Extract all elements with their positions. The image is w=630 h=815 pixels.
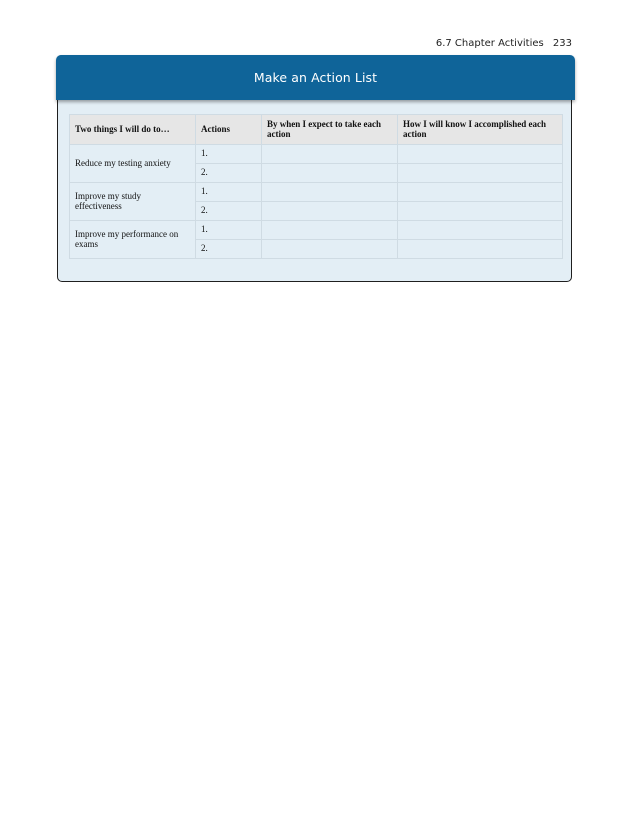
how-know-cell[interactable] xyxy=(398,164,563,183)
table-header-row xyxy=(70,115,563,145)
box-header xyxy=(56,55,575,100)
by-when-cell[interactable] xyxy=(262,145,398,164)
column-header-goal: Two things I will do to… xyxy=(70,115,196,145)
by-when-cell[interactable] xyxy=(262,221,398,240)
by-when-cell[interactable] xyxy=(262,164,398,183)
by-when-cell[interactable] xyxy=(262,202,398,221)
running-header xyxy=(436,38,572,49)
by-when-cell[interactable] xyxy=(262,240,398,259)
action-list-table xyxy=(69,114,563,259)
by-when-cell[interactable] xyxy=(262,183,398,202)
table-row xyxy=(70,183,563,202)
how-know-cell[interactable] xyxy=(398,202,563,221)
action-number-cell: 2. xyxy=(196,164,262,183)
box-title: Make an Action List xyxy=(253,70,378,85)
table-row xyxy=(70,145,563,164)
action-number-cell: 2. xyxy=(196,240,262,259)
section-title: 6.7 Chapter Activities xyxy=(435,38,544,49)
how-know-cell[interactable] xyxy=(398,240,563,259)
table-row xyxy=(70,221,563,240)
action-number-cell: 1. xyxy=(196,145,262,164)
column-header-actions: Actions xyxy=(196,115,262,145)
column-header-by-when: By when I expect to take each action xyxy=(262,115,398,145)
goal-cell: Improve my study effectiveness xyxy=(70,183,196,221)
page-number: 233 xyxy=(552,38,572,49)
action-number-cell: 1. xyxy=(196,221,262,240)
goal-cell: Improve my performance on exams xyxy=(70,221,196,259)
how-know-cell[interactable] xyxy=(398,145,563,164)
how-know-cell[interactable] xyxy=(398,183,563,202)
column-header-how-know: How I will know I accomplished each action xyxy=(398,115,563,145)
action-number-cell: 2. xyxy=(196,202,262,221)
action-number-cell: 1. xyxy=(196,183,262,202)
action-list-box xyxy=(57,55,572,282)
how-know-cell[interactable] xyxy=(398,221,563,240)
goal-cell: Reduce my testing anxiety xyxy=(70,145,196,183)
